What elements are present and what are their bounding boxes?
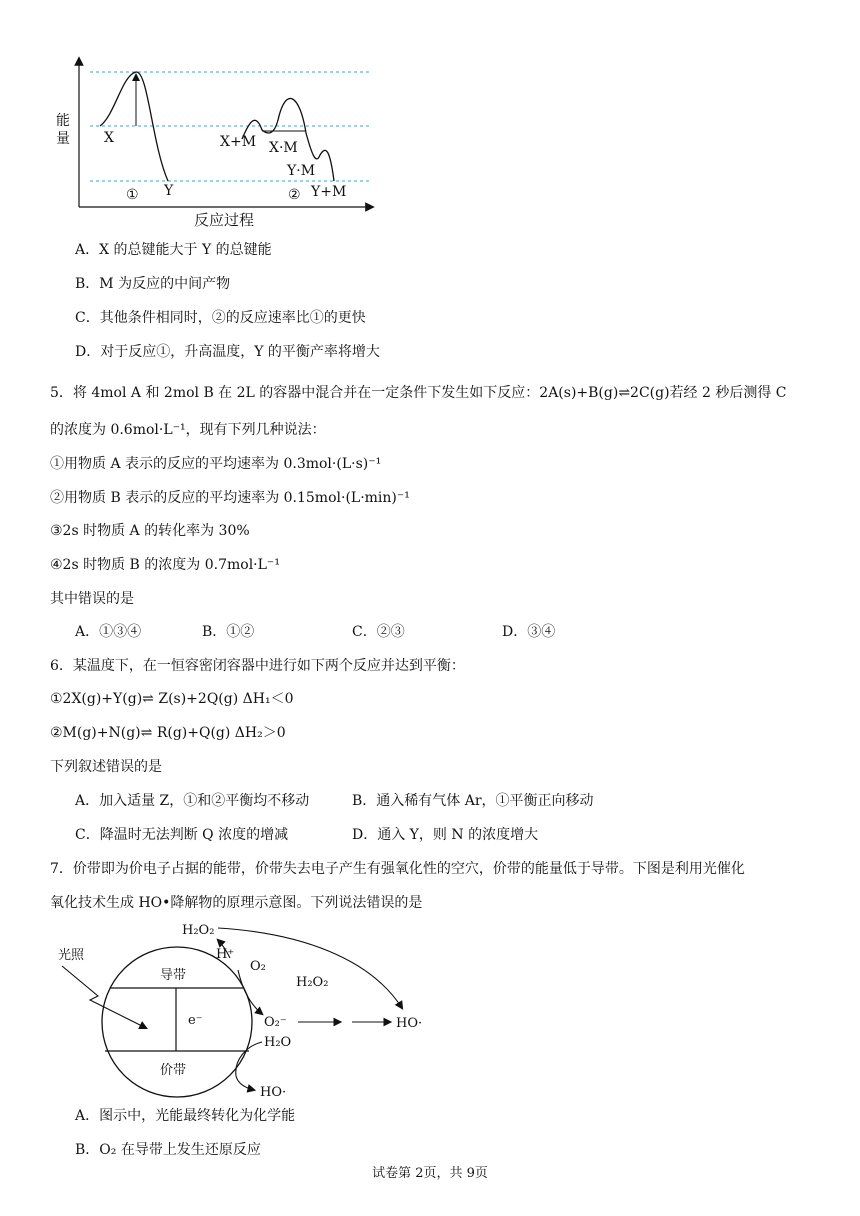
q5-option-d: D．③④ [502, 624, 556, 640]
label-y: Y [164, 183, 174, 199]
light-label: 光照 [58, 948, 85, 963]
h2o2-mid-label: H₂O₂ [296, 975, 329, 990]
q6-option-d: D．通入 Y，则 N 的浓度增大 [352, 827, 539, 843]
q6-reaction-2: ②M(g)+N(g)⇌ R(g)+Q(g) ΔH₂＞0 [50, 725, 286, 741]
ylabel-char-1: 能 [56, 113, 70, 129]
h2o-oxidation-arrow [236, 1042, 262, 1090]
superoxide-label: O₂⁻ [264, 1015, 287, 1030]
q5-statement-1: ①用物质 A 表示的反应的平均速率为 0.3mol·(L·s)⁻¹ [50, 456, 382, 472]
xlabel: 反应过程 [194, 211, 255, 229]
q5-stem-line-1: 5．将 4mol A 和 2mol B 在 2L 的容器中混合并在一定条件下发生如下反应：2A(s)+B(g)⇌2C(g)若经 2 秒后测得 C [50, 385, 787, 401]
q5-stem-line-2: 的浓度为 0.6mol·L⁻¹，现有下列几种说法： [50, 422, 326, 438]
h-plus-label: H⁺ [216, 947, 235, 962]
q4-option-c: C．其他条件相同时，②的反应速率比①的更快 [75, 310, 366, 326]
q7-option-a: A．图示中，光能最终转化为化学能 [75, 1108, 296, 1124]
valence-band-label: 价带 [160, 1063, 187, 1078]
h2o2-to-ho-arrow [218, 928, 402, 1008]
q6-option-c: C．降温时无法判断 Q 浓度的增减 [75, 827, 289, 843]
q6-option-b: B．通入稀有气体 Ar，①平衡正向移动 [352, 793, 594, 809]
page-footer: 试卷第 2页，共 9页 [372, 1166, 488, 1181]
light-arrow [62, 966, 146, 1028]
q5-statement-3: ③2s 时物质 A 的转化率为 30% [50, 523, 250, 539]
label-x-dot-m: X·M [269, 140, 298, 156]
q6-reaction-1: ①2X(g)+Y(g)⇌ Z(s)+2Q(g) ΔH₁＜0 [50, 691, 294, 707]
q5-option-c: C．②③ [352, 624, 405, 640]
ho-radical-bottom-label: HO· [260, 1085, 287, 1100]
q6-ask: 下列叙述错误的是 [50, 759, 162, 775]
photocatalysis-diagram [50, 918, 450, 1103]
q6-stem: 6．某温度下，在一恒容密闭容器中进行如下两个反应并达到平衡： [50, 658, 465, 674]
q5-statement-4: ④2s 时物质 B 的浓度为 0.7mol·L⁻¹ [50, 557, 280, 573]
q5-ask: 其中错误的是 [50, 591, 134, 607]
label-x-plus-m: X+M [220, 134, 257, 150]
label-y-plus-m: Y+M [311, 184, 347, 200]
o2-label: O₂ [250, 959, 266, 974]
label-y-dot-m: Y·M [287, 163, 316, 179]
energy-profile-diagram [50, 55, 380, 230]
label-x: X [104, 130, 114, 146]
label-path-2: ② [288, 187, 301, 203]
q5-option-b: B．①② [202, 624, 255, 640]
q6-option-a: A．加入适量 Z，①和②平衡均不移动 [75, 793, 310, 809]
q7-option-b: B．O₂ 在导带上发生还原反应 [75, 1142, 261, 1158]
h2o-label: H₂O [264, 1035, 292, 1050]
ho-radical-right-label: HO· [396, 1016, 423, 1031]
q7-stem-line-1: 7．价带即为价电子占据的能带，价带失去电子产生有强氧化性的空穴，价带的能量低于导带。下图是利用光催化 [50, 861, 745, 877]
electron-label: e⁻ [188, 1013, 203, 1028]
label-path-1: ① [126, 187, 139, 203]
q4-option-b: B．M 为反应的中间产物 [75, 276, 231, 292]
conduction-band-label: 导带 [160, 968, 187, 983]
ylabel-char-2: 量 [56, 131, 70, 147]
q7-stem-line-2: 氧化技术生成 HO•降解物的原理示意图。下列说法错误的是 [50, 895, 423, 911]
q5-option-a: A．①③④ [75, 624, 142, 640]
q4-option-a: A．X 的总键能大于 Y 的总键能 [75, 242, 272, 258]
q5-statement-2: ②用物质 B 表示的反应的平均速率为 0.15mol·(L·min)⁻¹ [50, 490, 410, 506]
q4-option-d: D．对于反应①，升高温度，Y 的平衡产率将增大 [75, 344, 380, 360]
h2o2-top-label: H₂O₂ [182, 923, 215, 938]
